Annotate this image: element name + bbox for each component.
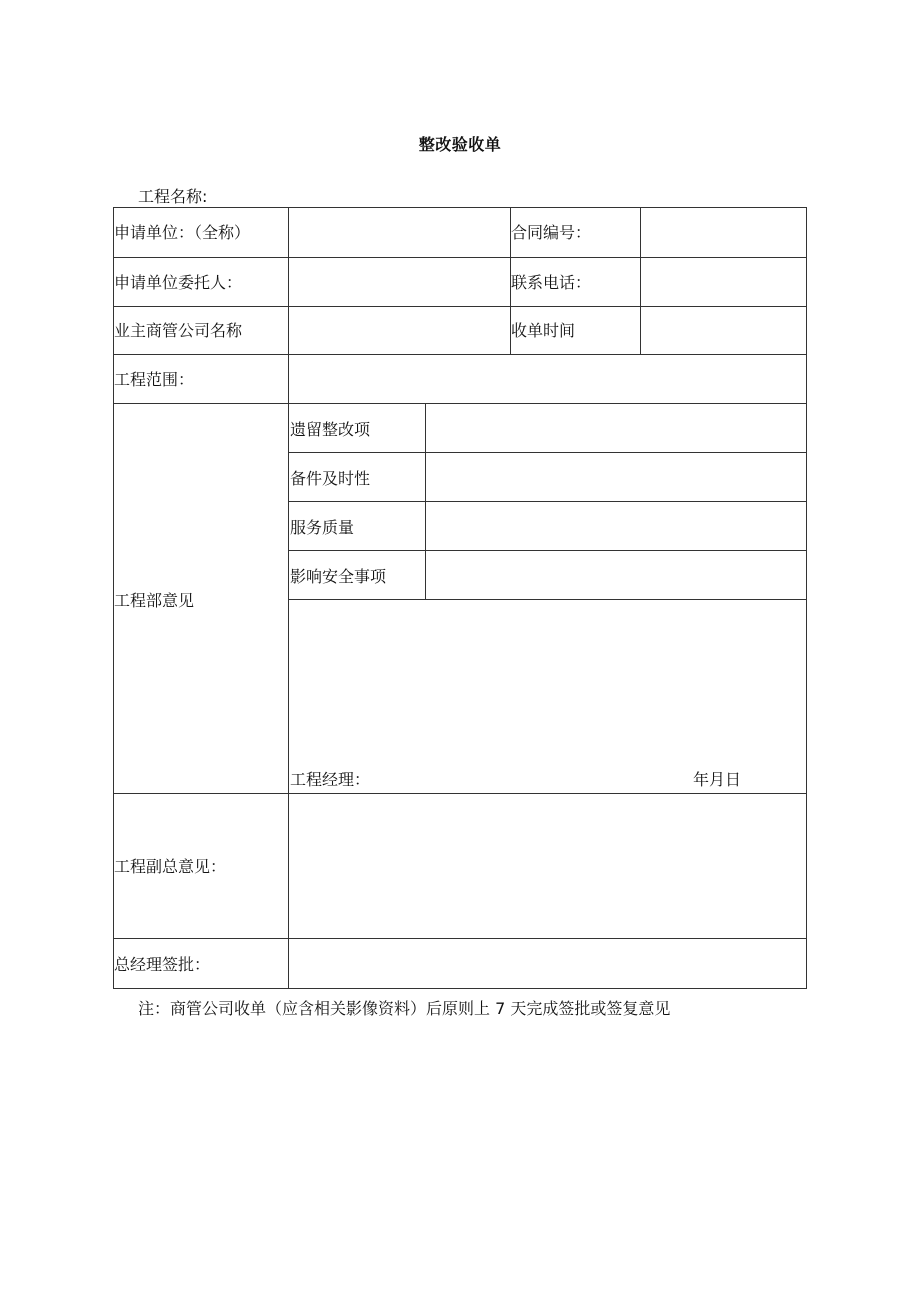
phone-label: 联系电话：: [511, 273, 592, 292]
phone-field[interactable]: [641, 258, 806, 306]
engineering-opinion-field[interactable]: [289, 600, 806, 760]
border-right: [806, 207, 807, 989]
mgmt-company-label: 业主商管公司名称: [114, 321, 243, 340]
project-name-label: 工程名称:: [138, 187, 208, 206]
leftover-rectification-field[interactable]: [426, 404, 806, 452]
mgmt-company-field[interactable]: [289, 307, 510, 354]
deputy-opinion-field[interactable]: [289, 794, 806, 938]
delegate-field[interactable]: [289, 258, 510, 306]
gm-approval-field[interactable]: [289, 939, 806, 988]
engineering-date-label: 年月日: [693, 770, 742, 789]
contract-no-label: 合同编号：: [511, 223, 592, 242]
safety-issues-field[interactable]: [426, 551, 806, 599]
scope-label: 工程范围：: [114, 370, 195, 389]
deputy-opinion-label: 工程副总意见：: [114, 857, 227, 876]
applicant-label: 申请单位：（全称）: [114, 223, 251, 242]
receipt-time-label: 收单时间: [511, 321, 576, 340]
footnote: 注：商管公司收单（应含相关影像资料）后原则上 7 天完成签批或签复意见: [138, 999, 671, 1018]
service-quality-field[interactable]: [426, 502, 806, 550]
contract-no-field[interactable]: [641, 208, 806, 257]
engineering-manager-label: 工程经理：: [290, 770, 371, 789]
leftover-rectification-label: 遗留整改项: [290, 420, 371, 439]
gm-approval-label: 总经理签批：: [114, 955, 211, 974]
service-quality-label: 服务质量: [290, 518, 355, 537]
form-title: 整改验收单: [418, 135, 502, 154]
scope-field[interactable]: [289, 355, 806, 403]
spare-parts-timeliness-label: 备件及时性: [290, 469, 371, 488]
border-bottom: [113, 988, 807, 989]
acceptance-form-table: [113, 207, 807, 989]
spare-parts-timeliness-field[interactable]: [426, 453, 806, 501]
delegate-label: 申请单位委托人：: [114, 273, 243, 292]
receipt-time-field[interactable]: [641, 307, 806, 354]
safety-issues-label: 影响安全事项: [290, 567, 387, 586]
applicant-field[interactable]: [289, 208, 510, 257]
engineering-opinion-label: 工程部意见: [114, 591, 195, 610]
